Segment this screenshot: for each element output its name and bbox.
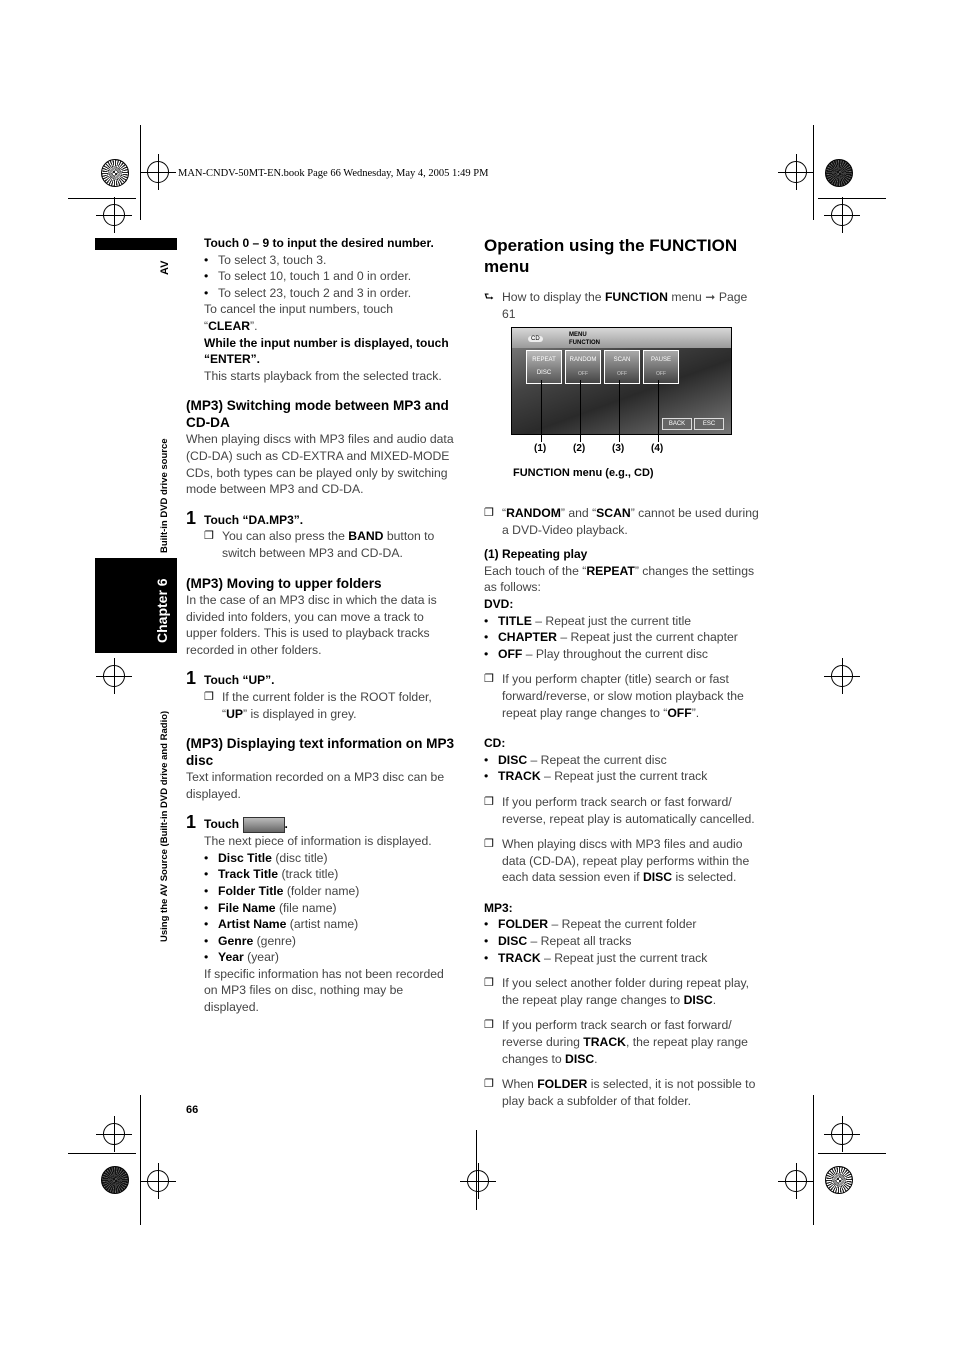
repeat-intro: Each touch of the “REPEAT” changes the settings as follows:	[484, 563, 755, 595]
callout-label: (1)	[534, 443, 547, 454]
disc-badge: CD	[528, 336, 543, 342]
pause-button[interactable]: PAUSE OFF	[643, 350, 679, 384]
touch-title: Touch 0 – 9 to input the desired number.	[204, 236, 434, 250]
screen-top-bar	[512, 328, 731, 348]
list-item: • To select 3, touch 3.	[204, 252, 458, 269]
registration-wheel-icon	[101, 1166, 129, 1194]
function-menu-screen	[511, 327, 732, 435]
step: 1 Touch .	[186, 812, 288, 833]
crosshair-icon	[831, 204, 853, 226]
list-item: • Track Title (track title)	[204, 866, 458, 883]
list-item: • TRACK – Repeat just the current track	[484, 768, 760, 785]
crosshair-icon	[831, 665, 853, 687]
chapter-label: Chapter 6	[154, 578, 170, 643]
registration-wheel-icon	[101, 159, 129, 187]
list-item: • DISC – Repeat all tracks	[484, 933, 760, 950]
list-item: • Disc Title (disc title)	[204, 850, 458, 867]
list-item: • Year (year)	[204, 949, 458, 966]
cd-label: CD:	[484, 736, 506, 751]
step-number: 1	[186, 668, 197, 689]
list-item: • OFF – Play throughout the current disc	[484, 646, 760, 663]
list-item: • TITLE – Repeat just the current title	[484, 613, 760, 630]
list-item: • Artist Name (artist name)	[204, 916, 458, 933]
section-title: (MP3) Switching mode between MP3 and CD-DA	[186, 398, 449, 430]
callout-label: (3)	[612, 443, 625, 454]
while-text: While the input number is displayed, touch “ENTER”.	[204, 335, 449, 367]
section-body: When playing discs with MP3 files and audio data (CD-DA) such as CD-EXTRA and MIXED-MODE CDs, both types can be played only by switching mode between MP3 and CD-DA.	[186, 432, 454, 497]
crosshair-icon	[147, 1170, 169, 1192]
note: ❐ If you perform track search or fast forward/ reverse during TRACK, the repeat play range changes to DISC.	[484, 1017, 760, 1067]
section-body: In the case of an MP3 disc in which the data is divided into folders, you can move a track to upper folders. This is used to playback tracks recorded in other folders.	[186, 593, 437, 657]
list-item: • To select 10, touch 1 and 0 in order.	[204, 268, 458, 285]
repeat-button[interactable]: REPEAT DISC	[526, 350, 562, 384]
page-number: 66	[186, 1104, 199, 1116]
esc-button[interactable]: ESC	[694, 418, 724, 430]
howto-text: ⮑ How to display the FUNCTION menu ➞ Page 61	[484, 289, 760, 322]
next-text: The next piece of information is displayed.	[204, 834, 432, 849]
dvd-label: DVD:	[484, 596, 514, 611]
note: ❐ You can also press the BAND button to switch between MP3 and CD-DA.	[204, 528, 458, 561]
text-info-button-icon	[243, 817, 285, 833]
right-column	[484, 235, 760, 322]
crosshair-icon	[147, 161, 169, 183]
section-title: (MP3) Moving to upper folders	[186, 575, 382, 591]
list-item: • CHAPTER – Repeat just the current chapter	[484, 629, 760, 646]
starts-text: This starts playback from the selected track.	[204, 368, 442, 383]
mp3-label: MP3:	[484, 900, 513, 915]
figure-caption: FUNCTION menu (e.g., CD)	[513, 467, 654, 479]
note: ❐ When playing discs with MP3 files and audio data (CD-DA), repeat play performs within the each data session even if DISC is selected.	[484, 836, 760, 886]
section-tab-bar	[95, 238, 177, 250]
section-title: (MP3) Displaying text information on MP3 disc	[186, 736, 455, 768]
random-button[interactable]: RANDOM OFF	[565, 350, 601, 384]
crosshair-icon	[103, 204, 125, 226]
screen-function-label: FUNCTION	[569, 340, 600, 346]
crosshair-icon	[785, 1170, 807, 1192]
list-item: • Folder Title (folder name)	[204, 883, 458, 900]
side-av-label: AV	[159, 260, 171, 275]
crosshair-icon	[831, 1123, 853, 1145]
info-list	[204, 850, 458, 966]
crosshair-icon	[467, 1170, 489, 1192]
section-body: Text information recorded on a MP3 disc can be displayed.	[186, 770, 445, 801]
step: 1 Touch “DA.MP3”.	[186, 507, 304, 528]
screen-menu-label: MENU	[569, 332, 587, 338]
registration-wheel-icon	[825, 159, 853, 187]
crosshair-icon	[103, 665, 125, 687]
step-number: 1	[186, 812, 197, 833]
callout-label: (4)	[651, 443, 664, 454]
note: ❐ “RANDOM” and “SCAN” cannot be used during a DVD-Video playback.	[484, 505, 760, 538]
closing-text: If specific information has not been recorded on MP3 files on disc, nothing may be displayed.	[204, 966, 444, 1015]
left-column	[186, 235, 458, 1016]
side-section-label: Built-in DVD drive source	[159, 438, 170, 553]
note: ❐ When FOLDER is selected, it is not possible to play back a subfolder of that folder.	[484, 1076, 760, 1109]
page-section-title: Operation using the FUNCTION menu	[484, 236, 738, 276]
scan-button[interactable]: SCAN OFF	[604, 350, 640, 384]
note: ❐ If you select another folder during repeat play, the repeat play range changes to DISC.	[484, 975, 760, 1008]
list-item: • FOLDER – Repeat the current folder	[484, 916, 760, 933]
side-using-label: Using the AV Source (Built-in DVD drive and Radio)	[159, 710, 170, 942]
list-item: • To select 23, touch 2 and 3 in order.	[204, 285, 458, 302]
step: 1 Touch “UP”.	[186, 668, 275, 689]
note: ❐ If you perform chapter (title) search or fast forward/reverse, or slow motion playback the repeat play range changes to “OFF”.	[484, 671, 760, 721]
registration-wheel-icon	[825, 1166, 853, 1194]
callout-label: (2)	[573, 443, 586, 454]
list-item: • Genre (genre)	[204, 933, 458, 950]
note: ❐ If you perform track search or fast forward/ reverse, repeat play is automatically cancelled.	[484, 794, 760, 827]
subsection-title: (1) Repeating play	[484, 547, 588, 562]
list-item: • File Name (file name)	[204, 900, 458, 917]
list-item: • TRACK – Repeat just the current track	[484, 950, 760, 967]
step-number: 1	[186, 507, 197, 528]
list-item: • DISC – Repeat the current disc	[484, 752, 760, 769]
crosshair-icon	[103, 1123, 125, 1145]
right-column-body	[484, 505, 760, 1109]
note: ❐ If the current folder is the ROOT folder, “UP” is displayed in grey.	[204, 689, 458, 722]
cancel-text: To cancel the input numbers, touch “CLEAR”.	[204, 302, 394, 333]
crosshair-icon	[785, 161, 807, 183]
book-header-line: MAN-CNDV-50MT-EN.book Page 66 Wednesday, May 4, 2005 1:49 PM	[178, 168, 489, 179]
back-button[interactable]: BACK	[662, 418, 692, 430]
